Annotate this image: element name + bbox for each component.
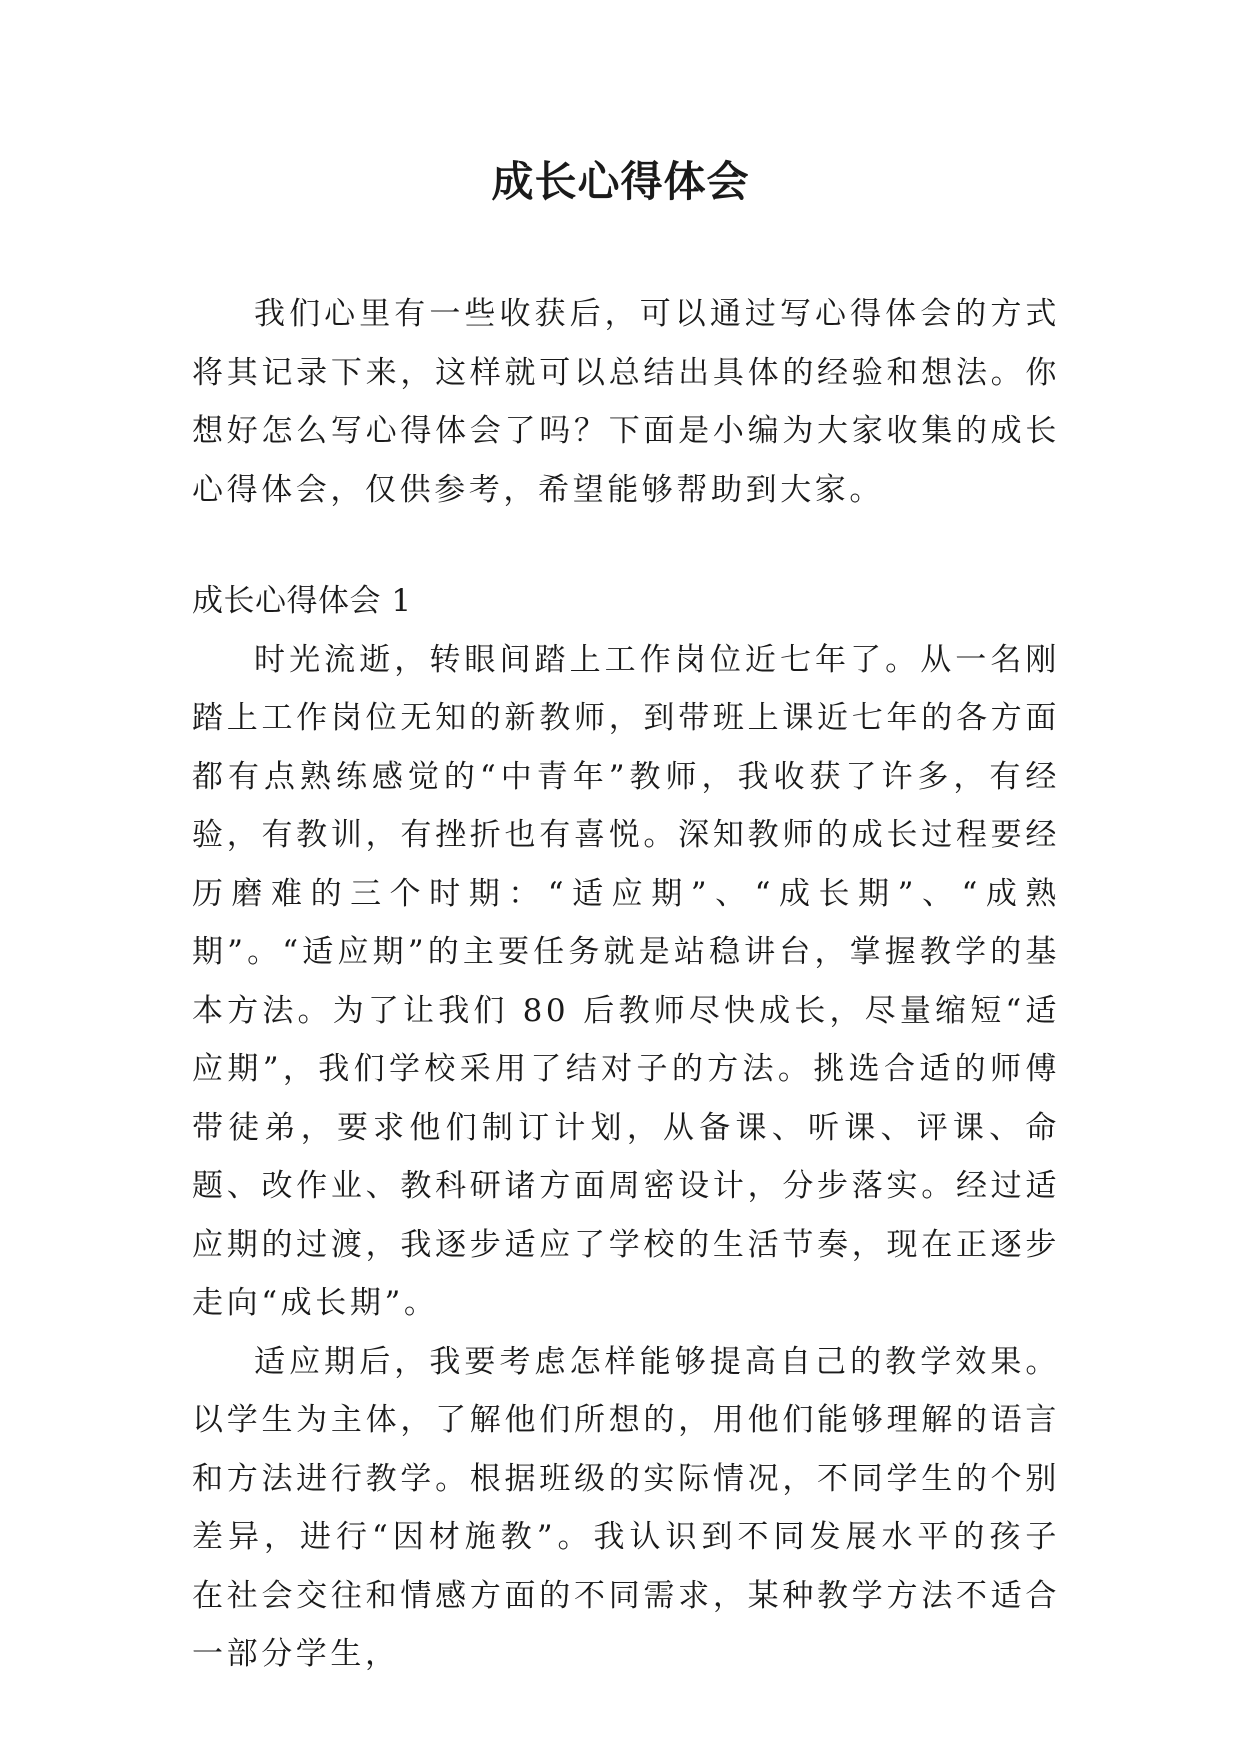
body-paragraph: 适应期后，我要考虑怎样能够提高自己的教学效果。以学生为主体，了解他们所想的，用他们能够理解的语言和方法进行教学。根据班级的实际情况，不同学生的个别差异，进行“因材施教”。我认识到不同发展水平的孩子在社会交往和情感方面的不同需求，某种教学方法不适合一部分学生， (192, 1343, 1060, 1672)
body-paragraph: 时光流逝，转眼间踏上工作岗位近七年了。从一名刚踏上工作岗位无知的新教师，到带班上课近七年的各方面都有点熟练感觉的“中青年”教师，我收获了许多，有经验，有教训，有挫折也有喜悦。深知教师的成长过程要经历磨难的三个时期：“适应期”、“成长期”、“成熟期”。“适应期”的主要任务就是站稳讲台，掌握教学的基本方法。为了让我们 80 后教师尽快成长，尽量缩短“适应期”，我们学校采用了结对子的方法。挑选合适的师傅带徒弟，要求他们制订计划，从备课、听课、评课、命题、改作业、教科研诸方面周密设计，分步落实。经过适应期的过渡，我逐步适应了学校的生活节奏，现在正逐步走向“成长期”。 (192, 641, 1060, 1321)
intro-paragraph: 我们心里有一些收获后，可以通过写心得体会的方式将其记录下来，这样就可以总结出具体的经验和想法。你想好怎么写心得体会了吗？下面是小编为大家收集的成长心得体会，仅供参考，希望能够帮助到大家。 (192, 296, 1060, 508)
section-heading: 成长心得体会 1 (192, 583, 412, 619)
document-title: 成长心得体会 (491, 157, 750, 206)
document-body (192, 285, 1060, 1684)
